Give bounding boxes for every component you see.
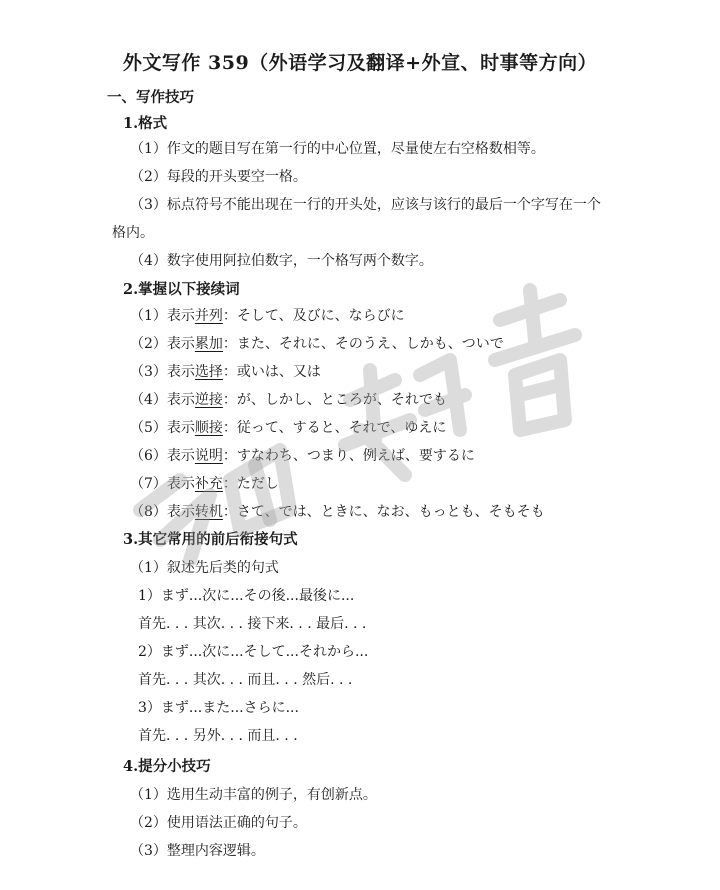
pattern-subheading: （1）叙述先后类的句式 bbox=[130, 560, 279, 576]
tip-item: （2）使用语法正确的句子。 bbox=[130, 815, 307, 831]
pattern-line-jp: 3）まず...また...さらに... bbox=[138, 700, 299, 716]
conjunction-item: （8）表示转机：さて、では、ときに、なお、もっとも、そもそも bbox=[130, 504, 545, 520]
conjunction-item: （6）表示说明：すなわち、つまり、例えば、要するに bbox=[130, 448, 475, 464]
conjunction-item: （2）表示累加：また、それに、そのうえ、しかも、ついで bbox=[130, 336, 504, 352]
format-item: （3）标点符号不能出现在一行的开头处，应该与该行的最后一个字写在一个 bbox=[130, 197, 601, 213]
pattern-line-jp: 2）まず...次に...そして...それから... bbox=[138, 644, 369, 660]
pattern-line-cn: 首先. . . 其次. . . 而且. . . 然后. . . bbox=[138, 672, 353, 688]
format-item-continuation: 格内。 bbox=[112, 225, 154, 241]
subsection-heading-format: 1.格式 bbox=[123, 115, 168, 132]
conjunction-item: （3）表示选择：或いは、又は bbox=[130, 364, 321, 380]
format-item: （1）作文的题目写在第一行的中心位置，尽量使左右空格数相等。 bbox=[130, 141, 545, 157]
pattern-line-jp: 1）まず...次に...その後...最後に... bbox=[138, 588, 355, 604]
pattern-line-cn: 首先. . . 其次. . . 接下来. . . 最后. . . bbox=[138, 616, 367, 632]
conjunction-item: （4）表示逆接：が、しかし、ところが、それでも bbox=[130, 392, 447, 408]
subsection-heading-patterns: 3.其它常用的前后衔接句式 bbox=[123, 531, 298, 548]
format-item: （2）每段的开头要空一格。 bbox=[130, 169, 307, 185]
section-heading: 一、写作技巧 bbox=[107, 89, 194, 106]
subsection-heading-conjunctions: 2.掌握以下接续词 bbox=[123, 281, 240, 298]
page-title: 外文写作 359（外语学习及翻译+外宣、时事等方向） bbox=[122, 52, 598, 74]
tip-item: （1）选用生动丰富的例子，有创新点。 bbox=[130, 787, 377, 803]
conjunction-item: （1）表示并列：そして、及びに、ならびに bbox=[130, 308, 405, 324]
tip-item: （3）整理内容逻辑。 bbox=[130, 843, 265, 859]
format-item: （4）数字使用阿拉伯数字，一个格写两个数字。 bbox=[130, 253, 433, 269]
subsection-heading-tips: 4.提分小技巧 bbox=[123, 758, 211, 775]
pattern-line-cn: 首先. . . 另外. . . 而且. . . bbox=[138, 728, 298, 744]
conjunction-item: （7）表示补充：ただし bbox=[130, 476, 279, 492]
conjunction-item: （5）表示顺接：従って、すると、それで、ゆえに bbox=[130, 420, 447, 436]
